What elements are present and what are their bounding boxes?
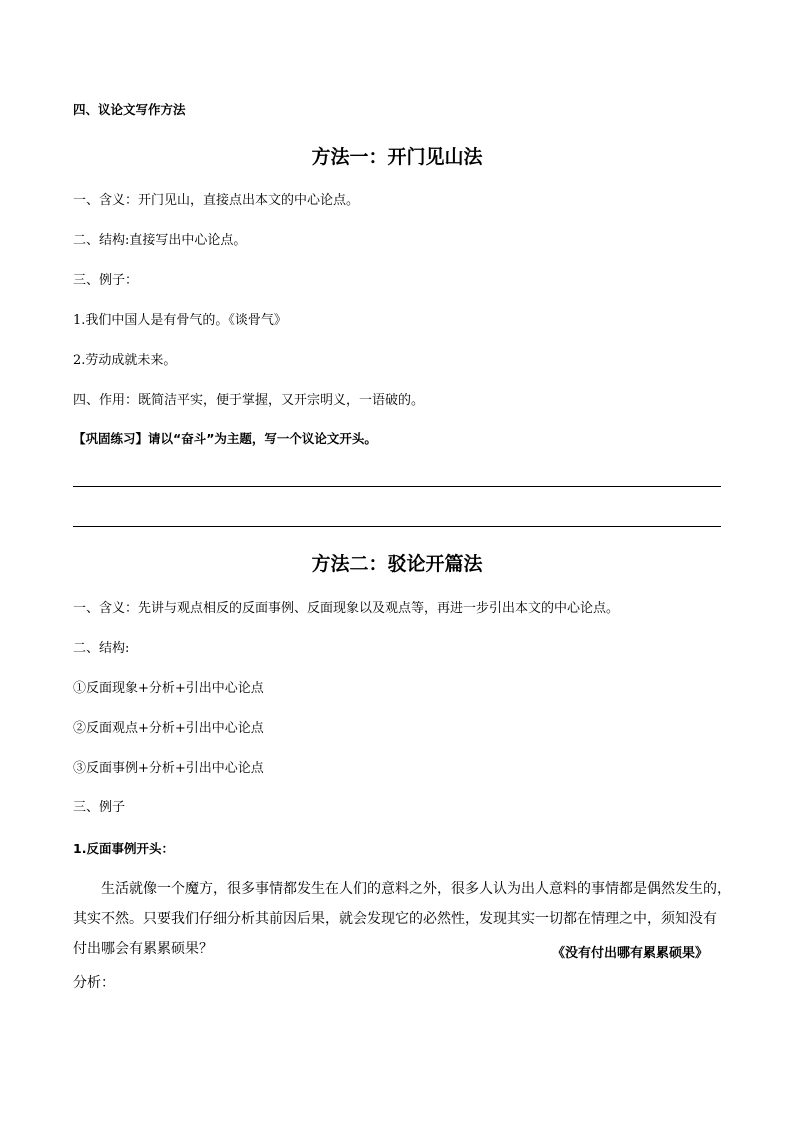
method2-structure-item: ③反面事例+分析+引出中心论点 [73,761,264,776]
answer-line-1[interactable] [73,486,721,487]
method1-structure: 二、结构:直接写出中心论点。 [73,233,247,248]
section-heading: 四、议论文写作方法 [73,102,186,117]
method1-effect: 四、作用：既简洁平实，便于掌握，又开宗明义，一语破的。 [73,393,425,408]
passage-line: 生活就像一个魔方，很多事情都发生在人们的意料之外，很多人认为出人意料的事情都是偶然发生的， [101,881,731,897]
method2-examples-label: 三、例子 [73,800,126,815]
method2-structure-item: ①反面现象+分析+引出中心论点 [73,681,264,696]
method1-example-1: 1.我们中国人是有骨气的。《谈骨气》 [73,313,287,328]
passage-line: 其实不然。只要我们仔细分析其前因后果，就会发现它的必然性，发现其实一切都在情理之中，须知没有 [73,911,717,927]
exercise-prompt: 【巩固练习】请以“奋斗”为主题，写一个议论文开头。 [73,431,377,446]
method1-example-2: 2.劳动成就未来。 [73,353,177,368]
method1-title: 方法一：开门见山法 [311,146,483,168]
method2-structure-item: ②反面观点+分析+引出中心论点 [73,721,264,736]
method2-structure-label: 二、结构: [73,641,130,656]
method2-example-1-label: 1.反面事例开头： [73,841,174,856]
answer-line-2[interactable] [73,526,721,527]
passage-line: 付出哪会有累累硕果？ [73,941,213,957]
method2-title: 方法二：驳论开篇法 [311,553,483,575]
passage-source: 《没有付出哪有累累硕果》 [551,946,708,961]
analysis-label: 分析： [73,975,115,991]
method1-meaning: 一、含义：开门见山，直接点出本文的中心论点。 [73,193,360,208]
method1-examples-label: 三、例子： [73,273,139,288]
method2-meaning: 一、含义：先讲与观点相反的反面事例、反面现象以及观点等，再进一步引出本文的中心论点。 [73,601,620,616]
